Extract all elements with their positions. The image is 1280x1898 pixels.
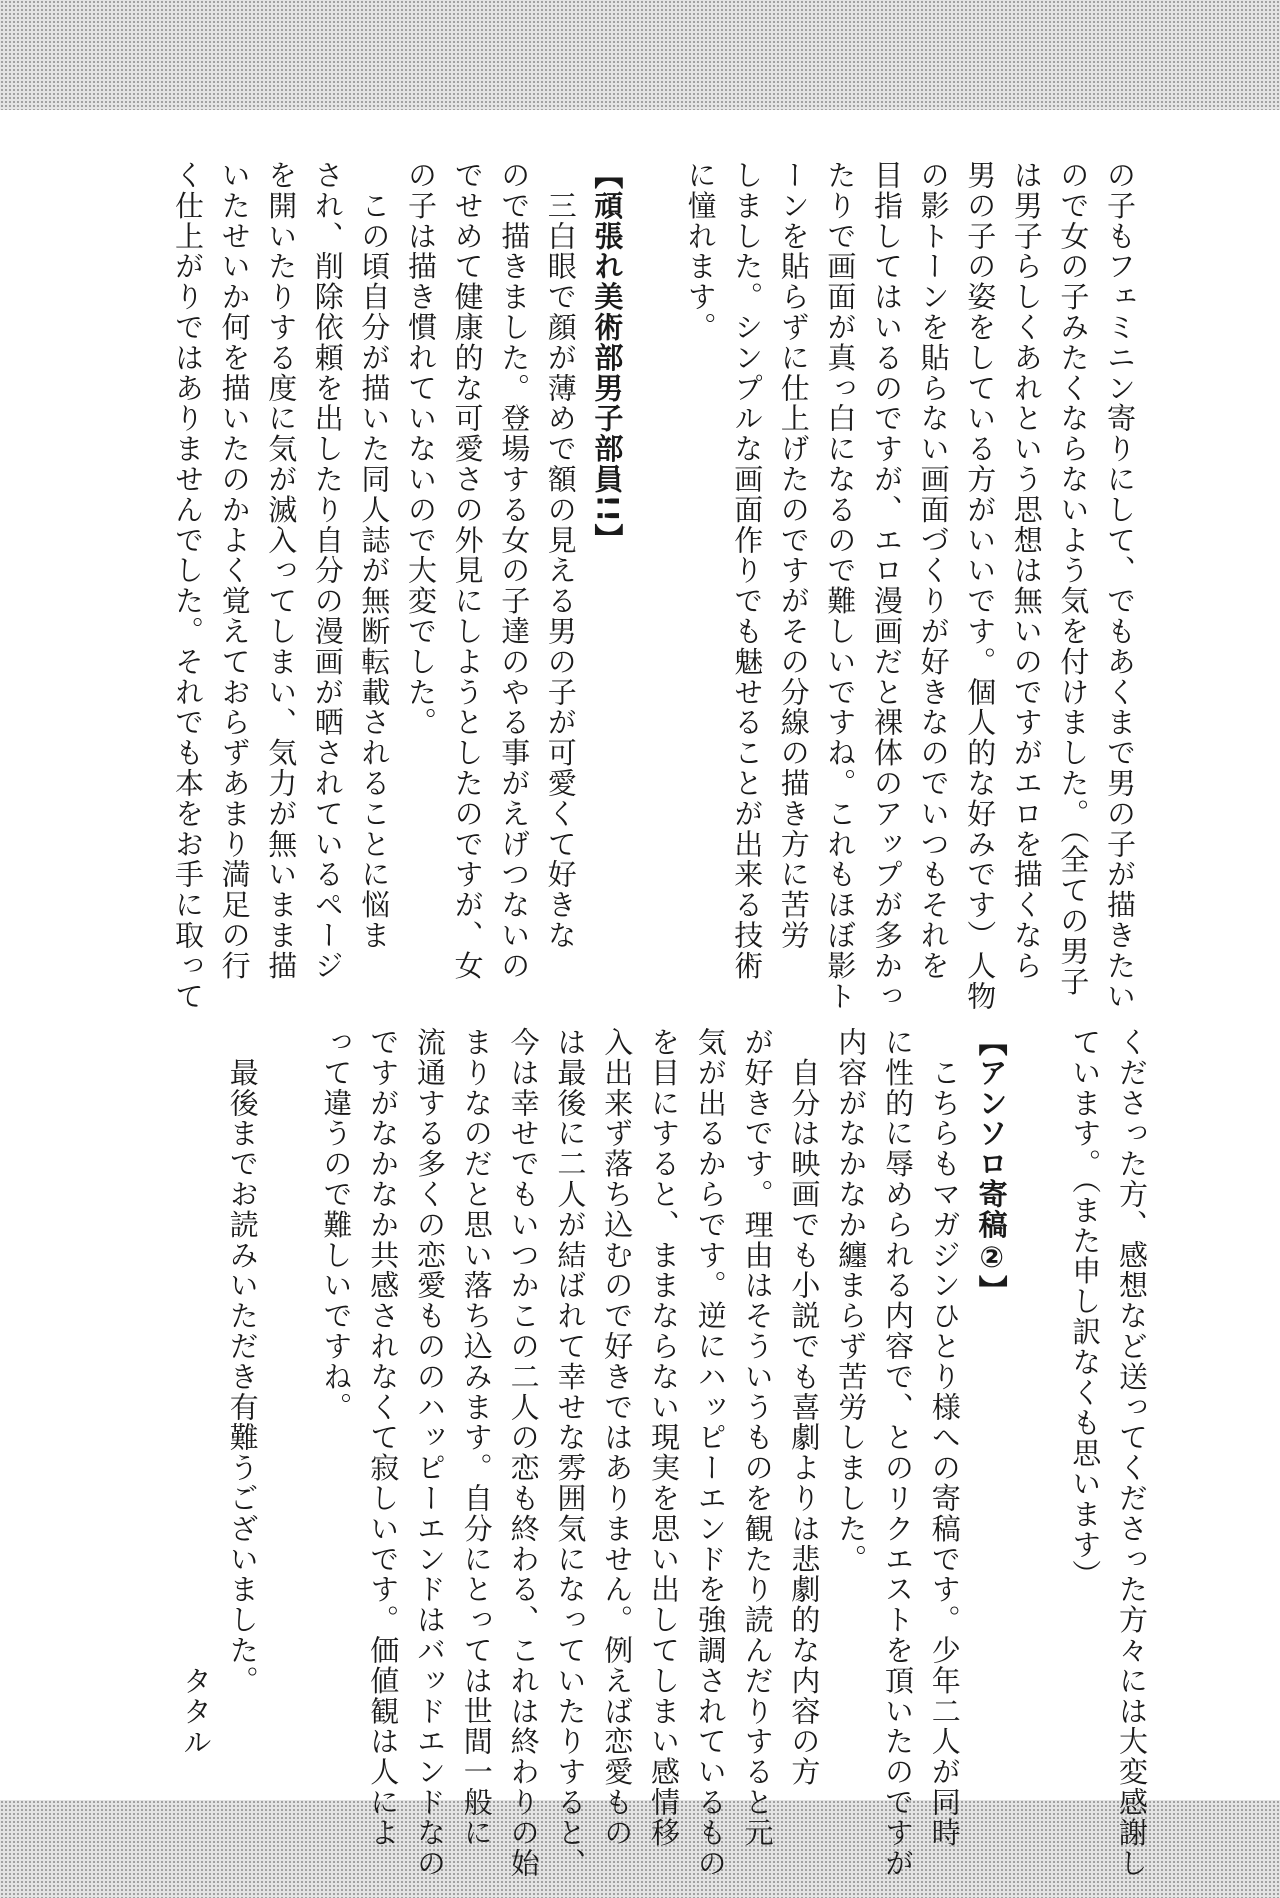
text-line: に憧れます。 (683, 160, 718, 343)
text-line: され、削除依頼を出したり自分の漫画が晒されているページ (310, 160, 345, 981)
section-heading: 【頑張れ美術部男子部員!!】 (590, 160, 625, 555)
text-line: に性的に辱められる内容で、とのリクエストを頂いたのですが (881, 1027, 915, 1879)
text-line: 最後までお読みいただき有難うございました。 (225, 1027, 260, 1696)
text-line: は男子らしくあれという思想は無いのですがエロを描くなら (1009, 160, 1044, 981)
text-line: を目にすると、ままならない現実を思い出してしまい感情移 (647, 1027, 681, 1848)
text-line: を開いたりする度に気が滅入ってしまい、気力が無いまま描 (264, 160, 299, 981)
text-line: ので描きました。登場する女の子達のやる事がえげつないの (497, 160, 532, 981)
text-line: こちらもマガジンひとり様への寄稿です。少年二人が同時 (927, 1027, 962, 1848)
text-line: く仕上がりではありませんでした。それでも本をお手に取って (171, 160, 205, 1012)
text-line: でせめて健康的な可愛さの外見にしようとしたのですが、女 (450, 160, 485, 981)
section-heading: 【アンソロ寄稿②】 (974, 1027, 1009, 1306)
text-line: って違うので難しいですね。 (319, 1027, 354, 1423)
text-line: たりで画面が真っ白になるので難しいですね。これもほぼ影ト (823, 160, 858, 1012)
text-line: いたせいか何を描いたのかよく覚えておらずあまり満足の行 (217, 160, 252, 981)
text-line: が好きです。理由はそういうものを観たり読んだりすると元 (740, 1027, 775, 1848)
text-line: 内容がなかなか纏まらず苦労しました。 (834, 1027, 869, 1575)
text-line: この頃自分が描いた同人誌が無断転載されることに悩ま (357, 160, 392, 951)
text-line: しました。シンプルな画面作りでも魅せることが出来る技術 (730, 160, 765, 981)
text-line: 男の子の姿をしている方がいいです。個人的な好みです）人物 (963, 160, 998, 1012)
text-line: の子もフェミニン寄りにして、でもあくまで男の子が描きたい (1103, 160, 1137, 1012)
text-line: 気が出るからです。逆にハッピーエンドを強調されているもの (693, 1027, 728, 1879)
halftone-bottom-band (0, 1800, 1280, 1898)
text-line: くださった方、感想など送ってくださった方々には大変感謝し (1115, 1027, 1149, 1879)
text-line: ので女の子みたくならないよう気を付けました。（全ての男子 (1056, 160, 1091, 997)
text-line: 入出来ず落ち込むので好きではありません。例えば恋愛もの (600, 1027, 635, 1848)
text-line: の影トーンを貼らない画面づくりが好きなのでいつもそれを (916, 160, 951, 981)
text-line: 三白眼で顔が薄めで額の見える男の子が可愛くて好きな (543, 160, 578, 951)
text-line: 流通する多くの恋愛もののハッピーエンドはバッドエンドなの (413, 1027, 447, 1879)
text-line: 今は幸せでもいつかこの二人の恋も終わる、これは終わりの始 (506, 1027, 541, 1879)
text-line: まりなのだと思い落ち込みます。自分にとっては世間一般に (459, 1027, 494, 1848)
text-line: 目指してはいるのですが、エロ漫画だと裸体のアップが多かっ (870, 160, 904, 1012)
text-line: ーンを貼らずに仕上げたのですがその分線の描き方に苦労 (776, 160, 811, 951)
text-line: 自分は映画でも小説でも喜劇よりは悲劇的な内容の方 (787, 1027, 822, 1787)
text-line: ています。（また申し訳なくも思います） (1068, 1027, 1103, 1591)
author-signature: タタル (179, 1665, 213, 1757)
upper-text-block (0, 160, 1280, 1012)
lower-text-block (0, 1027, 1280, 1879)
halftone-top-band (0, 0, 1280, 110)
text-line: ですがなかなか共感されなくて寂しいです。価値観は人によ (366, 1027, 401, 1848)
text-line: の子は描き慣れていないので大変でした。 (404, 160, 438, 738)
text-line: は最後に二人が結ばれて幸せな雰囲気になっていたりすると、 (553, 1027, 588, 1879)
